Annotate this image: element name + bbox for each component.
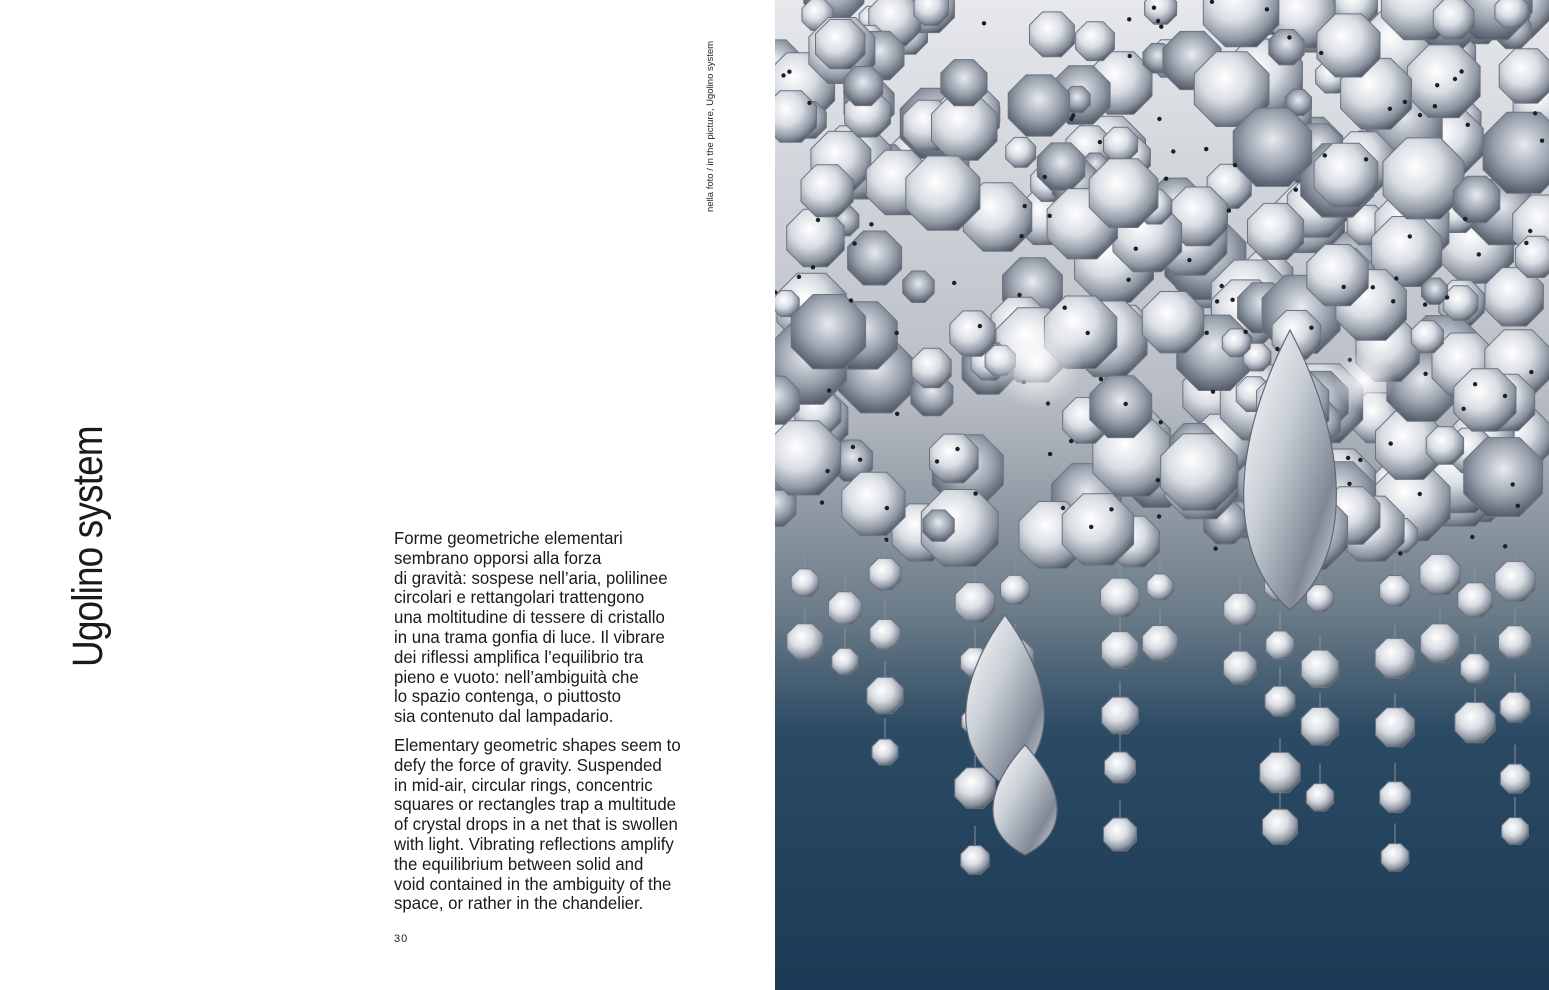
crystal-facet [1314,143,1378,207]
crystal-pin [1023,204,1027,208]
crystal-facet [1458,583,1493,618]
crystal-facet [903,271,935,303]
crystal-pin [1109,507,1113,511]
crystal-pin [1069,439,1073,443]
crystal-pin [827,388,831,392]
crystal-facet [1407,45,1480,118]
crystal-facet [1142,292,1204,353]
crystal-facet [1101,578,1140,617]
crystal-facet [1263,809,1298,844]
chandelier-photo [775,0,1549,990]
crystal-pin [1220,284,1224,288]
crystal-facet [1495,561,1535,601]
crystal-pin [1477,252,1481,256]
crystal-pin [1156,19,1160,23]
crystal-pin [1461,407,1465,411]
crystal-pin [1063,306,1067,310]
crystal-pin [1043,175,1047,179]
crystal-pin [1071,113,1075,117]
crystal-pin [1227,208,1231,212]
crystal-pin [851,445,855,449]
crystal-cluster [775,0,1549,570]
crystal-pin [1403,100,1407,104]
crystal-pin [1319,51,1323,55]
crystal-pin [1019,234,1023,238]
crystal-facet [791,569,819,597]
crystal-pin [1204,147,1208,151]
crystal-facet [842,472,905,535]
crystal-facet [1102,697,1139,734]
crystal-facet [1376,708,1415,747]
crystal-pin [1294,188,1298,192]
crystal-pin [797,275,801,279]
crystal-facet [1089,159,1158,228]
crystal-pin [1453,77,1457,81]
crystal-pin [1124,402,1128,406]
crystal-pin [1287,35,1291,39]
crystal-pin [1156,478,1160,482]
crystal-pin [1157,514,1161,518]
crystal-facet [1161,434,1238,511]
crystal-pin [1346,456,1350,460]
crystal-pin [1233,163,1237,167]
crystal-facet [791,295,865,369]
crystal-pin [1511,482,1515,486]
crystal-facet [1383,138,1464,219]
crystal-facet [1453,176,1500,223]
crystal-pin [1388,107,1392,111]
crystal-pin [1152,6,1156,10]
crystal-pin [1371,285,1375,289]
crystal-pin [869,222,873,226]
crystal-facet [1062,494,1133,565]
crystal-facet [848,231,902,285]
page-title [58,395,118,667]
crystal-pin [816,218,820,222]
crystal-facet [1422,278,1448,304]
crystal-facet [1433,0,1474,39]
crystal-pin [1099,377,1103,381]
crystal-pin [1213,546,1217,550]
crystal-pin [1389,441,1393,445]
crystal-pin [781,73,785,77]
crystal-pin [1528,229,1532,233]
photo-caption [704,38,718,212]
crystal-pin [1265,7,1269,11]
crystal-facet [870,619,900,649]
crystal-pin [895,331,899,335]
crystal-facet [828,592,861,625]
crystal-facet [1380,576,1411,607]
crystal-pin [1159,25,1163,29]
crystal-facet [1001,575,1030,604]
crystal-facet [1411,321,1443,353]
crystal-facet [1500,764,1529,793]
crystal-pin [1086,331,1090,335]
crystal-pin [982,21,986,25]
crystal-facet [930,434,979,483]
crystal-pin [1533,111,1537,115]
crystal-pin [1463,217,1467,221]
body-text-english: Elementary geometric shapes seem to defy the force of gravity. Suspended in mid-air, circular rings, concentric squares or rectangles trap a multitude of crystal drops in a net that is swollen with light. Vibrating reflections amplify the equilibrium between solid and void contained in the ambiguity of the space, or rather in the chandelier. [394,734,681,914]
light-flare [991,316,1083,408]
crystal-facet [912,348,951,387]
crystal-pin [973,491,977,495]
crystal-facet [1104,127,1138,161]
crystal-facet [941,60,987,106]
crystal-facet [955,768,996,809]
crystal-pin [1394,276,1398,280]
crystal-facet [801,165,853,217]
crystal-pin [811,265,815,269]
crystal-pin [1089,525,1093,529]
crystal-facet [1008,75,1069,136]
crystal-facet [832,648,858,675]
crystal-facet [1375,638,1415,678]
crystal-facet [1105,752,1136,783]
crystal-pin [1435,83,1439,87]
crystal-pin [1342,285,1346,289]
crystal-pin [1391,299,1395,303]
crystal-facet [961,846,990,875]
crystal-pin [1423,372,1427,376]
crystal-facet [950,311,995,356]
crystal-pin [978,324,982,328]
crystal-pin [1347,482,1351,486]
crystal-facet [1269,30,1304,65]
crystal-facet [1037,143,1085,190]
crystal-facet [1104,818,1137,851]
crystal-facet [906,156,980,230]
crystal-pin [952,281,956,285]
crystal-facet [867,677,903,713]
page-number: 30 [394,933,409,945]
crystal-facet [1224,651,1257,684]
crystal-pin [1275,347,1279,351]
crystal-facet [1307,245,1368,306]
crystal-pin [1127,17,1131,21]
crystal-pin [1215,299,1219,303]
crystal-pin [1408,234,1412,238]
crystal-pin [1128,54,1132,58]
crystal-pin [1211,390,1215,394]
crystal-facet [816,19,866,68]
crystal-facet [1420,554,1460,594]
light-flare [1334,350,1394,410]
crystal-pin [1433,104,1437,108]
crystal-facet [1455,702,1495,742]
crystal-facet [872,739,898,765]
crystal-facet [1224,593,1257,626]
crystal-facet [1380,782,1411,813]
crystal-facet [1301,708,1339,746]
crystal-facet [1266,631,1294,659]
crystal-facet [1306,784,1333,811]
crystal-facet [1145,0,1177,24]
crystal-facet [844,67,883,106]
crystal-pin [807,101,811,105]
crystal-pin [1157,117,1161,121]
crystal-pin [1503,544,1507,548]
crystal-facet [1090,376,1152,438]
crystal-pin [1540,139,1544,143]
crystal-facet [1426,427,1463,464]
crystal-pin [787,70,791,74]
crystal-pin [849,298,853,302]
crystal-facet [1499,49,1549,103]
crystal-pin [895,412,899,416]
crystal-pin [1230,298,1234,302]
crystal-pin [1470,535,1474,539]
crystal-facet [955,583,995,623]
crystal-pin [825,469,829,473]
crystal-facet [1443,286,1478,321]
crystal-facet [1317,14,1380,77]
crystal-pin [1205,331,1209,335]
crystal-pin [1159,420,1163,424]
crystal-pin [1503,394,1507,398]
crystal-facet [1454,369,1516,431]
crystal-pin [1017,293,1021,297]
crystal-pin [1244,330,1248,334]
crystal-pin [1061,506,1065,510]
crystal-pin [935,459,939,463]
crystal-facet [1307,585,1334,612]
crystal-facet [1076,22,1115,61]
crystal-facet [1500,692,1530,722]
crystal-facet [1102,632,1139,669]
crystal-pin [1164,177,1168,181]
crystal-facet [1248,203,1304,259]
crystal-pin [955,447,959,451]
crystal-pin [858,458,862,462]
crystal-pin [820,500,824,504]
body-text-italian: Forme geometriche elementari sembrano opporsi alla forza di gravità: sospese nell’aria, polilinee circolari e rettangolari trattengono una moltitudine di tessere di cristallo in una trama gonfia di luce. Il vibrare dei riflessi amplifica l’equilibrio tra pieno e vuoto: nell’ambiguità che lo spazio contenga, o piuttosto sia contenuto dal lampadario. [394,528,668,727]
crystal-facet [1301,650,1338,687]
crystal-facet [1147,574,1173,600]
crystal-facet [1421,624,1460,663]
crystal-pin [1309,326,1313,330]
crystal-pin [1358,458,1362,462]
crystal-facet [923,510,954,541]
crystal-pin [1529,370,1533,374]
crystal-pin [1459,69,1463,73]
crystal-pin [1423,302,1427,306]
crystal-pin [1445,295,1449,299]
crystal-facet [1142,626,1177,661]
crystal-facet [1006,137,1036,167]
crystal-pin [852,241,856,245]
crystal-pin [1418,492,1422,496]
photo-caption-text: nella foto / in the picture, Ugolino system [705,40,716,212]
crystal-facet [1502,818,1529,845]
crystal-facet [869,558,901,590]
crystal-facet [1495,0,1528,28]
crystal-facet [1464,438,1543,517]
body-text [394,529,734,914]
crystal-facet [1233,108,1311,186]
crystal-facet [787,624,823,660]
crystal-facet [1260,752,1300,792]
crystal-pin [1098,140,1102,144]
crystal-pin [1187,258,1191,262]
crystal-facet [1265,686,1295,716]
crystal-pin [885,506,889,510]
crystal-pin [1134,247,1138,251]
crystal-pin [1418,113,1422,117]
crystal-pin [1516,504,1520,508]
crystal-pin [1171,149,1175,153]
crystal-pin [1524,241,1528,245]
crystal-pin [1048,214,1052,218]
crystal-chandelier-image [775,0,1549,990]
page-title-text: Ugolino system [64,426,112,667]
crystal-facet [787,209,845,267]
crystal-pin [1398,551,1402,555]
crystal-pin [1126,278,1130,282]
crystal-pin [1466,123,1470,127]
crystal-pin [1048,452,1052,456]
crystal-facet [1461,654,1490,683]
crystal-facet [1030,12,1075,57]
crystal-facet [1381,844,1409,872]
crystal-pin [1364,157,1368,161]
crystal-pin [1323,153,1327,157]
crystal-facet [1499,626,1532,659]
crystal-pin [1473,382,1477,386]
